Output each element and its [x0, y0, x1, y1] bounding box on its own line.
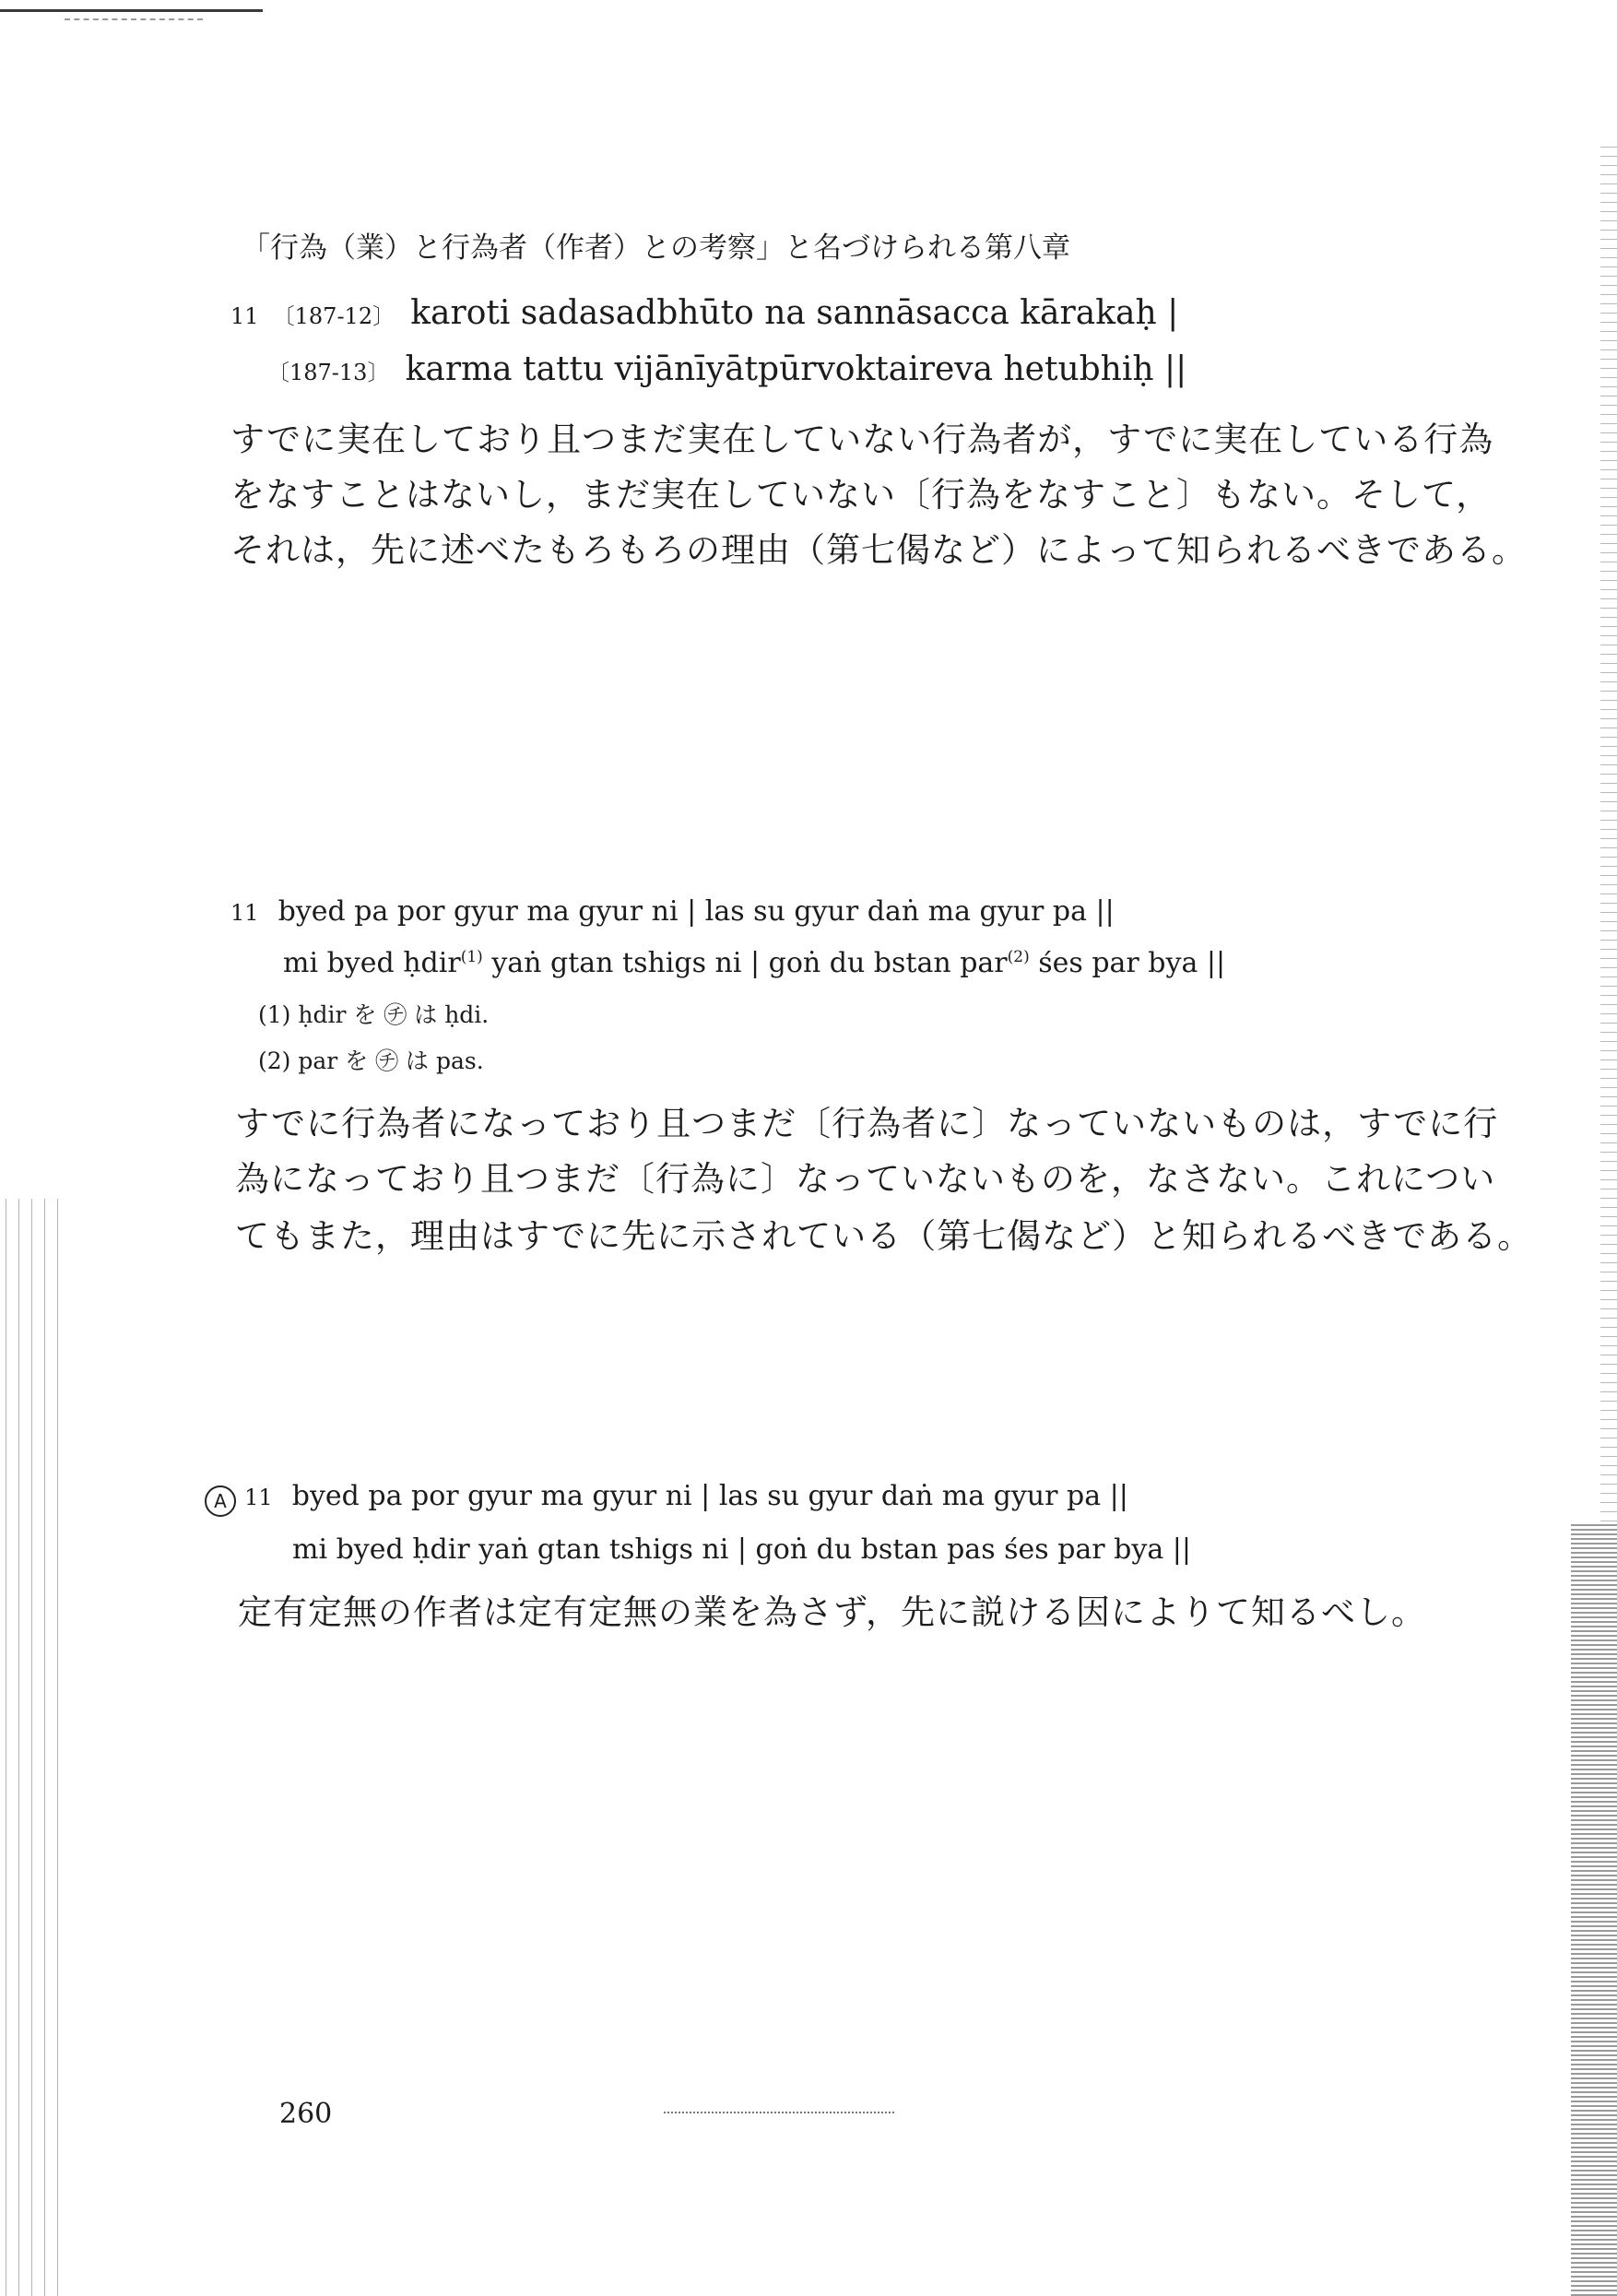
chinese-tibetan-line-1: byed pa por gyur ma gyur ni | las su gyur daṅ ma gyur pa ||	[291, 1480, 1128, 1512]
chapter-title: 「行為（業）と行為者（作者）との考察」と名づけられる第八章	[242, 231, 1070, 265]
chinese-classical-translation: 定有定無の作者は定有定無の業を為さず，先に説ける因によりて知るべし。	[238, 1592, 1427, 1632]
scan-top-dash	[65, 18, 203, 20]
tibetan-verse-line-1	[230, 895, 1115, 928]
tibetan-translation-line-1: すでに行為者になっており且つまだ〔行為者に〕なっていないものは，すでに行	[235, 1104, 1499, 1143]
tibetan-verse-line-2	[283, 947, 1226, 979]
sanskrit-verse-number: 11	[230, 303, 259, 329]
footnote-ref-2: (2)	[1007, 948, 1030, 966]
tibetan-line-2-part-c: śes par bya ||	[1029, 947, 1226, 979]
sanskrit-line-2-text: karma tattu vijānīyātpūrvoktaireva hetubhiḥ ||	[405, 350, 1187, 388]
sanskrit-line-1-ref: 〔187-12〕	[272, 303, 395, 329]
chinese-tibetan-line-2: mi byed ḥdir yaṅ gtan tshigs ni | goṅ du bstan pas śes par bya ||	[292, 1533, 1191, 1566]
tibetan-line-1-text: byed pa por gyur ma gyur ni | las su gyur daṅ ma gyur pa ||	[277, 895, 1115, 928]
scan-bottom-dash	[664, 2112, 894, 2113]
sanskrit-verse-line-2	[267, 350, 1187, 388]
footnote-1: (1) ḥdir を ㋠ は ḥdi.	[258, 1001, 490, 1028]
scan-top-rule	[0, 9, 263, 12]
sanskrit-translation-line-3: それは，先に述べたもろもろの理由（第七偈など）によって知られるべきである。	[230, 530, 1527, 570]
scan-right-edge-noise	[1571, 1521, 1617, 2296]
tibetan-line-2-part-b: yaṅ gtan tshigs ni | goṅ du bstan par	[482, 947, 1008, 979]
tibetan-verse-number: 11	[230, 900, 259, 926]
tibetan-translation-line-2: 為になっており且つまだ〔行為に〕なっていないものを，なさない。これについ	[235, 1159, 1496, 1199]
sanskrit-verse-line-1	[230, 294, 1179, 332]
footnote-2: (2) par を ㋠ は pas.	[258, 1047, 484, 1074]
chinese-source-marker: A	[205, 1485, 236, 1517]
sanskrit-line-1-text: karoti sadasadbhūto na sannāsacca kārakaḥ |	[410, 294, 1179, 332]
tibetan-line-2-part-a: mi byed ḥdir	[283, 947, 461, 979]
sanskrit-translation-line-1: すでに実在しており且つまだ実在していない行為者が，すでに実在している行為	[230, 420, 1494, 459]
sanskrit-line-2-ref: 〔187-13〕	[267, 360, 390, 385]
chinese-verse-line-1	[205, 1480, 1128, 1517]
chinese-verse-number: 11	[244, 1485, 273, 1510]
scan-right-edge-noise-upper	[1600, 138, 1617, 1521]
page-number: 260	[279, 2098, 333, 2130]
footnote-ref-1: (1)	[460, 948, 483, 966]
scan-left-edge-noise	[0, 1199, 65, 2296]
sanskrit-translation-line-2: をなすことはないし，まだ実在していない〔行為をなすこと〕もない。そして，	[230, 475, 1492, 515]
tibetan-translation-line-3: てもまた，理由はすでに先に示されている（第七偈など）と知られるべきである。	[235, 1216, 1533, 1256]
